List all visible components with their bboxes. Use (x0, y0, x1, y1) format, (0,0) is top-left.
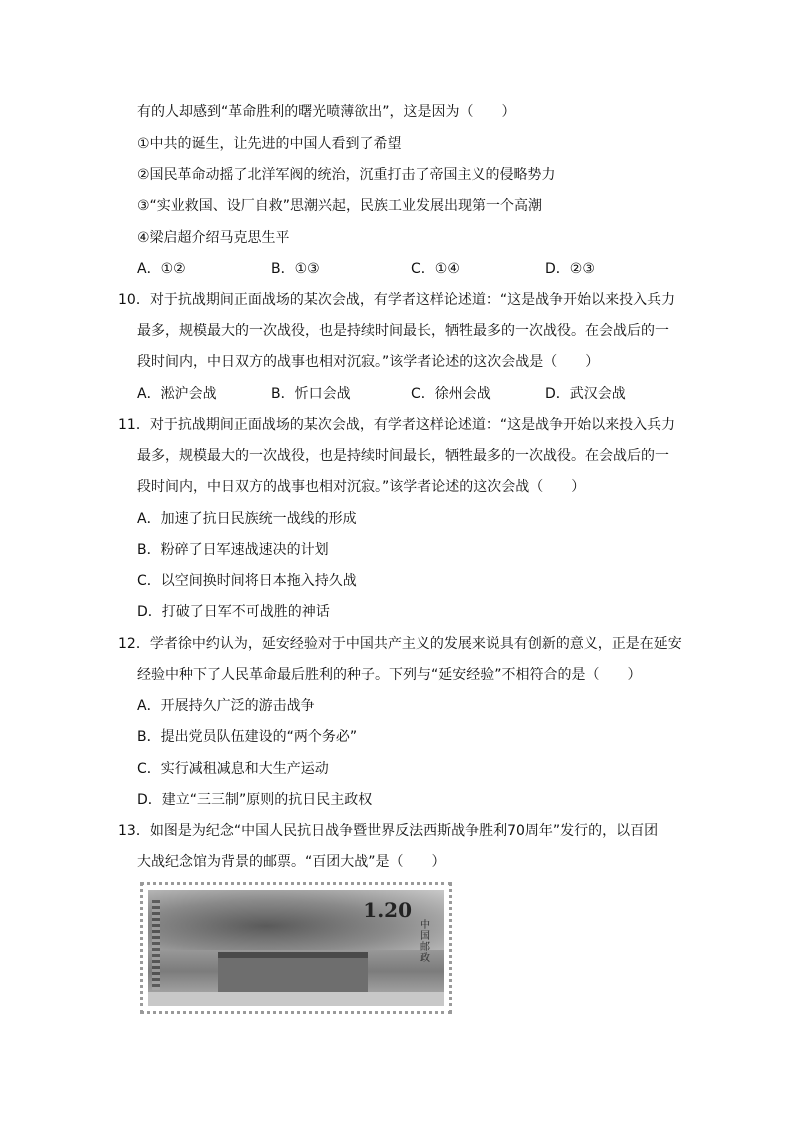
q9-option-c[interactable]: C．①④ (411, 261, 460, 277)
q11-option-a[interactable]: A．加速了抗日民族统一战线的形成 (137, 511, 357, 527)
q9-item-1: ①中共的诞生，让先进的中国人看到了希望 (137, 136, 402, 152)
q12-option-b[interactable]: B．提出党员队伍建设的“两个务必” (137, 729, 358, 745)
q9-option-a[interactable]: A．①② (137, 261, 186, 277)
q9-option-b[interactable]: B．①③ (271, 261, 320, 277)
q12-option-d[interactable]: D．建立“三三制”原则的抗日民主政权 (137, 792, 373, 808)
stamp-side-text (152, 900, 160, 990)
q11-option-b[interactable]: B．粉碎了日军速战速决的计划 (137, 542, 329, 558)
q9-item-3: ③“实业救国、设厂自救”思潮兴起，民族工业发展出现第一个高潮 (137, 198, 543, 214)
stamp-price: 1.20 (363, 898, 412, 922)
q11-option-d[interactable]: D．打破了日军不可战胜的神话 (137, 604, 330, 620)
q12-option-c[interactable]: C．实行减租减息和大生产运动 (137, 761, 329, 777)
q11-line-1: 11．对于抗战期间正面战场的某次会战，有学者这样论述道：“这是战争开始以来投入兵力 (118, 417, 676, 433)
q13-line-1: 13．如图是为纪念“中国人民抗日战争暨世界反法西斯战争胜利70周年”发行的，以百团 (118, 823, 659, 839)
q13-line-2: 大战纪念馆为背景的邮票。“百团大战”是（ ） (137, 854, 446, 870)
q10-option-b[interactable]: B．忻口会战 (271, 386, 351, 402)
q10-option-c[interactable]: C．徐州会战 (411, 386, 491, 402)
stamp-picture (148, 890, 444, 1006)
stamp-ground (148, 992, 444, 1006)
q9-option-d[interactable]: D．②③ (545, 261, 595, 277)
q11-option-c[interactable]: C．以空间换时间将日本拖入持久战 (137, 573, 357, 589)
q10-line-1: 10．对于抗战期间正面战场的某次会战，有学者这样论述道：“这是战争开始以来投入兵力 (118, 292, 676, 308)
q10-option-a[interactable]: A．淞沪会战 (137, 386, 217, 402)
q9-stem-tail: 有的人却感到“革命胜利的曙光喷薄欲出”，这是因为（ ） (137, 104, 516, 120)
q10-option-d[interactable]: D．武汉会战 (545, 386, 626, 402)
q12-option-a[interactable]: A．开展持久广泛的游击战争 (137, 698, 315, 714)
q11-line-3: 段时间内，中日双方的战事也相对沉寂。”该学者论述的这次会战（ ） (137, 479, 586, 495)
q12-line-2: 经验中种下了人民革命最后胜利的种子。下列与“延安经验”不相符合的是（ ） (137, 667, 642, 683)
q9-item-4: ④梁启超介绍马克思生平 (137, 230, 290, 246)
q9-item-2: ②国民革命动摇了北洋军阀的统治，沉重打击了帝国主义的侵略势力 (137, 167, 556, 183)
q11-line-2: 最多，规模最大的一次战役，也是持续时间最长，牺牲最多的一次战役。在会战后的一 (137, 448, 669, 464)
q10-line-2: 最多，规模最大的一次战役，也是持续时间最长，牺牲最多的一次战役。在会战后的一 (137, 323, 669, 339)
q12-line-1: 12．学者徐中约认为，延安经验对于中国共产主义的发展来说具有创新的意义，正是在延安 (118, 636, 682, 652)
stamp-post-label: 中国邮政 (420, 920, 430, 964)
stamp-image (140, 882, 452, 1014)
q10-line-3: 段时间内，中日双方的战事也相对沉寂。”该学者论述的这次会战是（ ） (137, 354, 600, 370)
